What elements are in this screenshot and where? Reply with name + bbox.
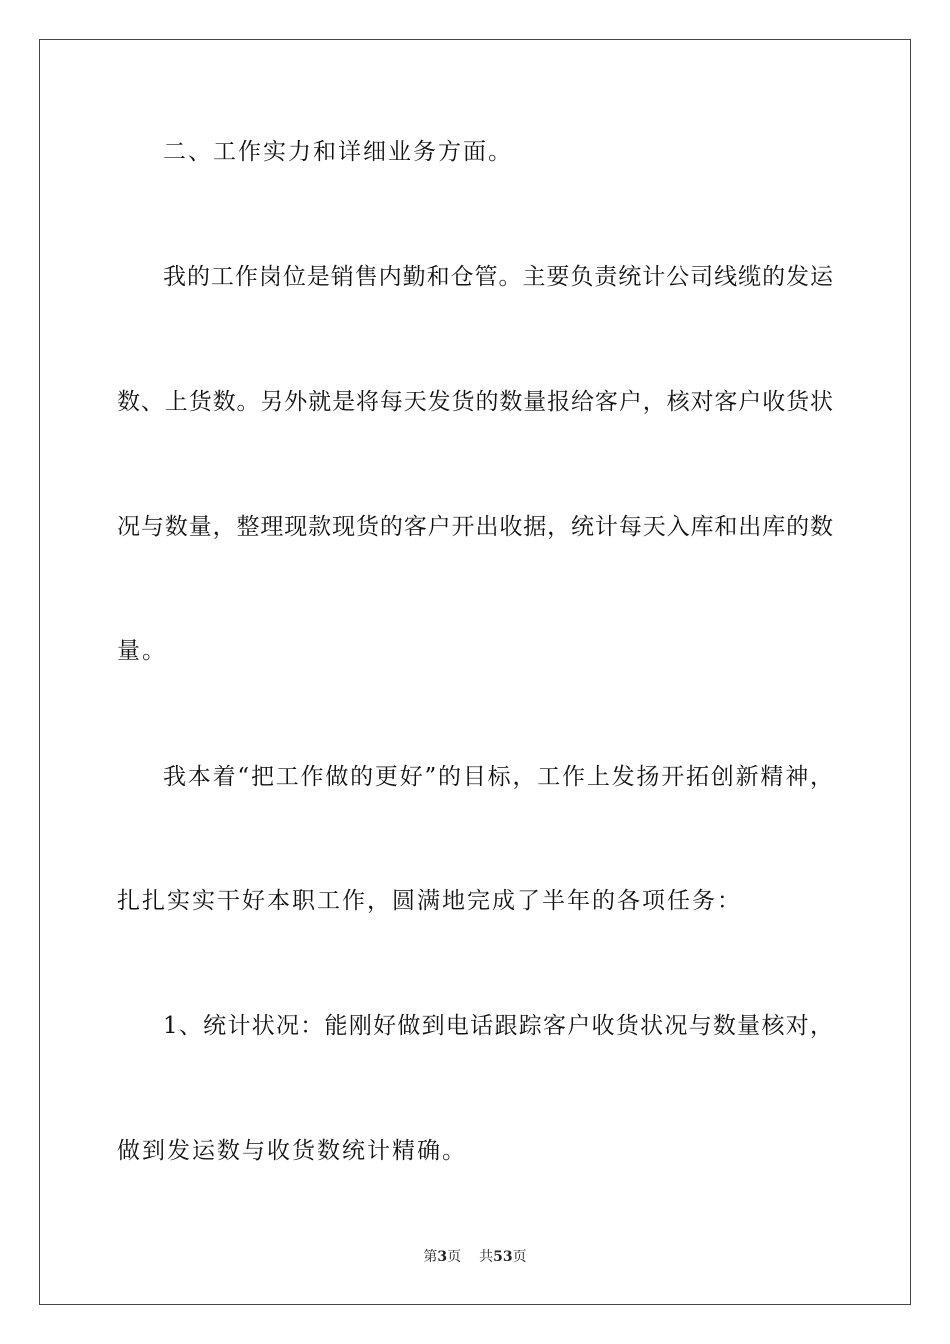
paragraph-line: 我本着“把工作做的更好”的目标，工作上发扬开拓创新精神， [163,764,833,790]
paragraph-line: 我的工作岗位是销售内勤和仓管。主要负责统计公司线缆的发运 [163,264,833,290]
total-prefix: 共 [479,1249,494,1265]
paragraph-line: 数、上货数。另外就是将每天发货的数量报给客户，核对客户收货状 [117,389,833,415]
page-suffix: 页 [447,1249,462,1265]
page-footer [0,1248,950,1266]
list-item-line: 做到发运数与收货数统计精确。 [117,1138,467,1164]
total-pages: 53 [493,1249,513,1265]
paragraph-line: 况与数量，整理现款现货的客户开出收据，统计每天入库和出库的数 [117,514,833,540]
list-item-line: 1、统计状况：能刚好做到电话跟踪客户收货状况与数量核对， [163,1013,833,1039]
total-suffix: 页 [512,1249,527,1265]
page-border [39,39,911,1305]
paragraph-line: 量。 [117,638,167,664]
paragraph-line: 扎扎实实干好本职工作，圆满地完成了半年的各项任务： [117,888,742,914]
section-heading: 二、工作实力和详细业务方面。 [163,139,513,165]
page-number: 3 [437,1249,448,1265]
page-prefix: 第 [423,1249,438,1265]
